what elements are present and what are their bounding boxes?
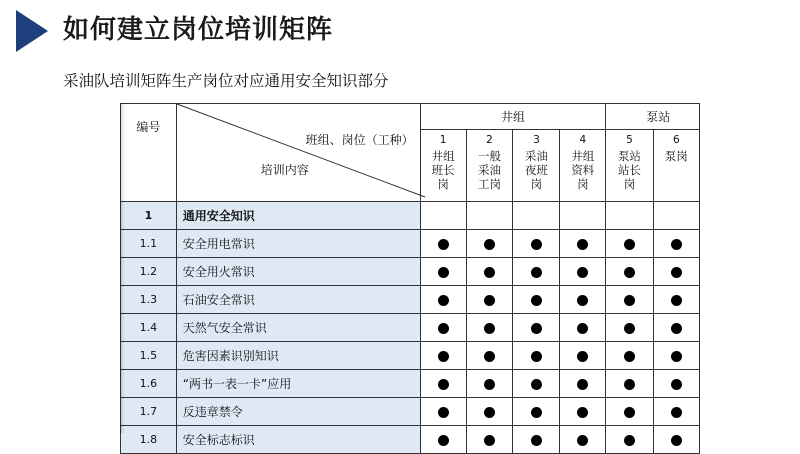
filled-circle-icon (624, 351, 635, 362)
table-row (121, 286, 700, 314)
matrix-cell (420, 314, 466, 342)
filled-circle-icon (671, 379, 682, 390)
filled-circle-icon (577, 435, 588, 446)
page-title: 如何建立岗位培训矩阵 (63, 15, 334, 45)
matrix-cell (560, 230, 606, 258)
position-name: 井组 班长 岗 (431, 149, 455, 191)
diagonal-header-cell (176, 104, 420, 202)
filled-circle-icon (624, 323, 635, 334)
filled-circle-icon (438, 379, 449, 390)
position-name: 泵站 站长 岗 (617, 149, 641, 191)
filled-circle-icon (624, 267, 635, 278)
matrix-cell (560, 258, 606, 286)
matrix-cell (420, 286, 466, 314)
matrix-cell (606, 286, 653, 314)
training-matrix-table (120, 103, 700, 454)
matrix-cell (466, 202, 513, 230)
matrix-cell (513, 314, 560, 342)
filled-circle-icon (531, 379, 542, 390)
row-content: 安全用电常识 (176, 230, 420, 258)
filled-circle-icon (671, 407, 682, 418)
position-number: 5 (626, 134, 633, 146)
filled-circle-icon (624, 295, 635, 306)
matrix-cell (653, 342, 699, 370)
filled-circle-icon (577, 323, 588, 334)
matrix-cell (653, 258, 699, 286)
filled-circle-icon (671, 351, 682, 362)
matrix-cell (420, 230, 466, 258)
title-arrow-icon (16, 10, 48, 52)
position-header-4 (560, 130, 606, 202)
row-number: 1.2 (121, 258, 177, 286)
matrix-cell (653, 230, 699, 258)
matrix-cell (560, 286, 606, 314)
filled-circle-icon (531, 267, 542, 278)
page-subtitle: 采油队培训矩阵生产岗位对应通用安全知识部分 (63, 72, 389, 90)
filled-circle-icon (671, 323, 682, 334)
matrix-cell (653, 426, 699, 454)
filled-circle-icon (484, 351, 495, 362)
matrix-cell (606, 202, 653, 230)
matrix-cell (560, 398, 606, 426)
position-header-5 (606, 130, 653, 202)
filled-circle-icon (671, 295, 682, 306)
row-content: 天然气安全常识 (176, 314, 420, 342)
group-header-jingzu: 井组 (420, 104, 606, 130)
row-number: 1.5 (121, 342, 177, 370)
matrix-cell (653, 202, 699, 230)
matrix-cell (560, 370, 606, 398)
filled-circle-icon (484, 407, 495, 418)
matrix-cell (653, 314, 699, 342)
matrix-cell (560, 426, 606, 454)
matrix-cell (513, 230, 560, 258)
matrix-cell (420, 426, 466, 454)
row-number: 1.3 (121, 286, 177, 314)
table-row (121, 230, 700, 258)
matrix-cell (653, 286, 699, 314)
filled-circle-icon (624, 435, 635, 446)
filled-circle-icon (531, 323, 542, 334)
matrix-cell (466, 230, 513, 258)
table-row (121, 314, 700, 342)
filled-circle-icon (531, 435, 542, 446)
filled-circle-icon (438, 239, 449, 250)
matrix-cell (466, 370, 513, 398)
filled-circle-icon (671, 239, 682, 250)
filled-circle-icon (484, 323, 495, 334)
position-number: 6 (672, 134, 680, 146)
matrix-cell (513, 286, 560, 314)
filled-circle-icon (577, 295, 588, 306)
row-content: 安全用火常识 (176, 258, 420, 286)
table-row (121, 202, 700, 230)
row-number: 1.4 (121, 314, 177, 342)
matrix-cell (606, 342, 653, 370)
matrix-cell (420, 202, 466, 230)
matrix-cell (420, 398, 466, 426)
filled-circle-icon (438, 323, 449, 334)
position-number: 1 (439, 134, 447, 146)
filled-circle-icon (438, 295, 449, 306)
matrix-cell (466, 342, 513, 370)
filled-circle-icon (577, 407, 588, 418)
filled-circle-icon (624, 379, 635, 390)
table-row (121, 398, 700, 426)
position-name: 采油 夜班 岗 (524, 149, 548, 191)
position-header-2 (466, 130, 513, 202)
filled-circle-icon (438, 267, 449, 278)
filled-circle-icon (577, 379, 588, 390)
row-number: 1.7 (121, 398, 177, 426)
position-name: 井组 资料 岗 (571, 149, 595, 191)
matrix-cell (606, 370, 653, 398)
diagonal-line (177, 104, 425, 197)
matrix-cell (513, 342, 560, 370)
filled-circle-icon (438, 407, 449, 418)
filled-circle-icon (577, 351, 588, 362)
filled-circle-icon (484, 379, 495, 390)
filled-circle-icon (438, 435, 449, 446)
row-number: 1.6 (121, 370, 177, 398)
table-row (121, 426, 700, 454)
matrix-cell (606, 398, 653, 426)
filled-circle-icon (577, 267, 588, 278)
matrix-cell (606, 314, 653, 342)
diagonal-top-label: 班组、岗位（工种） (305, 133, 414, 147)
matrix-cell (560, 314, 606, 342)
row-content: 石油安全常识 (176, 286, 420, 314)
matrix-cell (420, 342, 466, 370)
filled-circle-icon (671, 267, 682, 278)
position-header-1 (420, 130, 466, 202)
matrix-cell (466, 398, 513, 426)
diagonal-bottom-label: 培训内容 (260, 163, 309, 177)
matrix-cell (513, 370, 560, 398)
matrix-cell (466, 314, 513, 342)
matrix-cell (420, 258, 466, 286)
position-header-3 (513, 130, 560, 202)
matrix-cell (466, 426, 513, 454)
position-number: 4 (579, 134, 587, 146)
filled-circle-icon (484, 295, 495, 306)
filled-circle-icon (624, 239, 635, 250)
matrix-cell (513, 258, 560, 286)
filled-circle-icon (531, 407, 542, 418)
matrix-cell (513, 398, 560, 426)
filled-circle-icon (531, 295, 542, 306)
filled-circle-icon (624, 407, 635, 418)
filled-circle-icon (438, 351, 449, 362)
filled-circle-icon (577, 239, 588, 250)
row-number: 1.8 (121, 426, 177, 454)
filled-circle-icon (484, 267, 495, 278)
group-header-row (121, 104, 700, 130)
filled-circle-icon (531, 239, 542, 250)
table-row (121, 342, 700, 370)
position-header-6 (653, 130, 699, 202)
row-content: 危害因素识别知识 (176, 342, 420, 370)
matrix-cell (606, 230, 653, 258)
filled-circle-icon (484, 239, 495, 250)
filled-circle-icon (531, 351, 542, 362)
position-number: 2 (486, 134, 493, 146)
position-name: 泵岗 (664, 149, 688, 163)
matrix-cell (606, 426, 653, 454)
matrix-cell (653, 398, 699, 426)
number-header: 编号 (121, 104, 177, 202)
matrix-cell (466, 286, 513, 314)
matrix-cell (513, 426, 560, 454)
table-row (121, 258, 700, 286)
matrix-cell (606, 258, 653, 286)
matrix-cell (560, 342, 606, 370)
filled-circle-icon (484, 435, 495, 446)
row-number: 1 (121, 202, 177, 230)
scan-shadow (120, 103, 125, 433)
matrix-cell (466, 258, 513, 286)
training-matrix-table-wrap (120, 103, 700, 447)
matrix-cell (513, 202, 560, 230)
row-content: 通用安全知识 (176, 202, 420, 230)
group-header-bengzhan: 泵站 (606, 104, 700, 130)
position-number: 3 (533, 134, 540, 146)
row-content: “两书一表一卡”应用 (176, 370, 420, 398)
row-content: 反违章禁令 (176, 398, 420, 426)
matrix-cell (420, 370, 466, 398)
position-name: 一般 采油 工岗 (478, 149, 502, 191)
row-number: 1.1 (121, 230, 177, 258)
row-content: 安全标志标识 (176, 426, 420, 454)
matrix-cell (653, 370, 699, 398)
table-row (121, 370, 700, 398)
matrix-cell (560, 202, 606, 230)
filled-circle-icon (671, 435, 682, 446)
